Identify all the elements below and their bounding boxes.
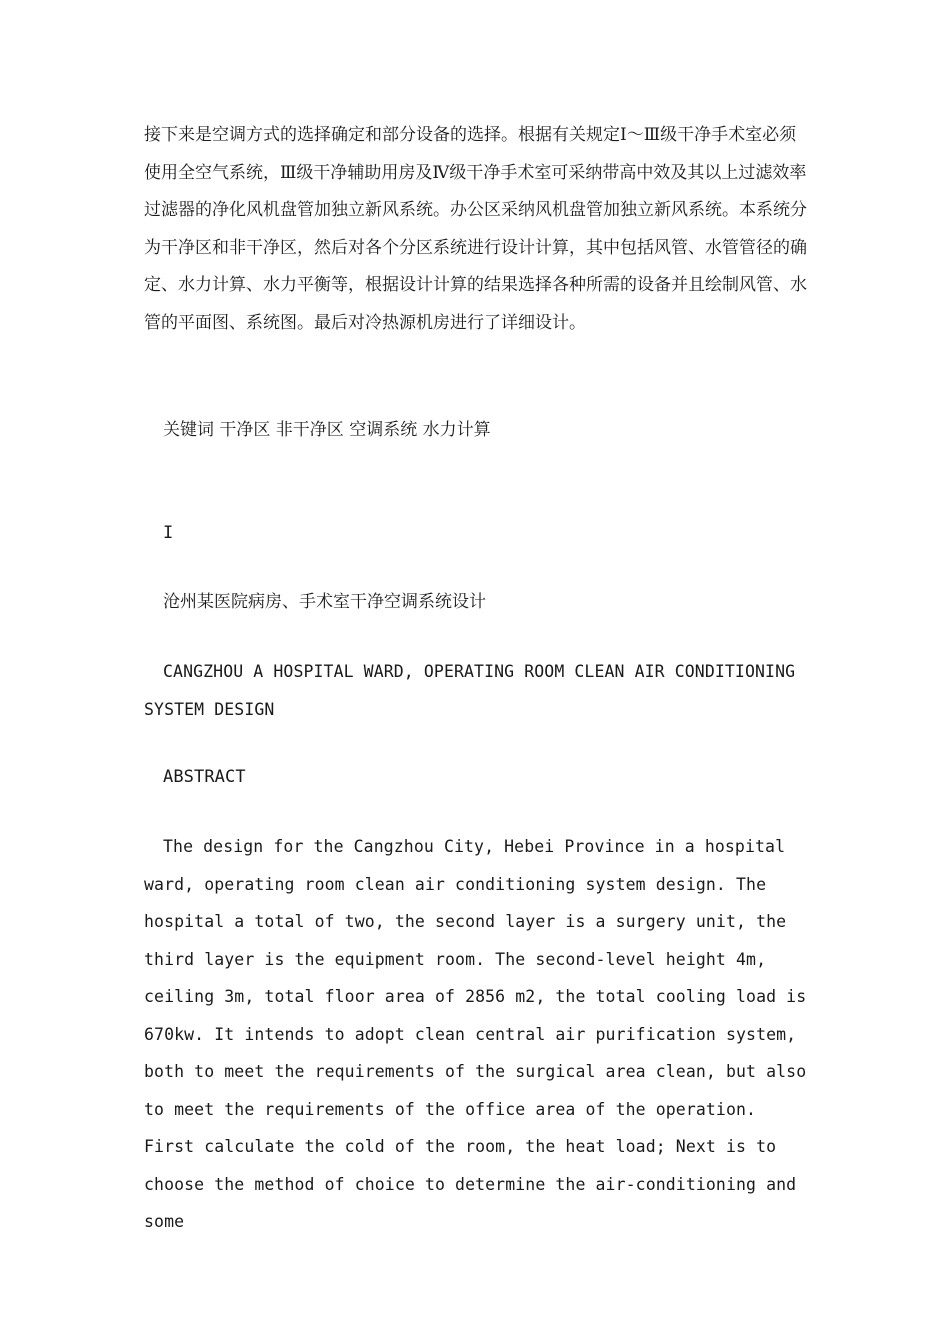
keywords-line: 关键词 干净区 非干净区 空调系统 水力计算 [163, 420, 491, 440]
abstract-en-paragraph: The design for the Cangzhou City, Hebei Province in a hospital ward, operating room clean air conditioning system design. The hospital a total of two, the second layer is a surgery unit, the third layer is the equipment room. The second-level height 4m, ceiling 3m, total floor area of 2856 m2, the total cooling load is 670kw. It intends to adopt clean central air purification system, both to meet the requirements of the surgical area clean, but also to meet the requirements of the office area of the operation. First calculate the cold of the room, the heat load; Next is to choose the method of choice to determine the air-conditioning and some [144, 837, 817, 1231]
abstract-cn-paragraph: 接下来是空调方式的选择确定和部分设备的选择。根据有关规定Ⅰ～Ⅲ级干净手术室必须使用全空气系统，Ⅲ级干净辅助用房及Ⅳ级干净手术室可采纳带高中效及其以上过滤效率过滤器的净化风机盘管加独立新风系统。办公区采纳风机盘管加独立新风系统。本系统分为干净区和非干净区，然后对各个分区系统进行设计计算，其中包括风管、水管管径的确定、水力计算、水力平衡等，根据设计计算的结果选择各种所需的设备并且绘制风管、水管的平面图、系统图。最后对冷热源机房进行了详细设计。 [144, 125, 807, 333]
title-cn: 沧州某医院病房、手术室干净空调系统设计 [163, 592, 486, 612]
title-en: CANGZHOU A HOSPITAL WARD, OPERATING ROOM CLEAN AIR CONDITIONING SYSTEM DESIGN [144, 662, 806, 719]
page-number: I [163, 523, 174, 543]
abstract-heading: ABSTRACT [163, 767, 246, 787]
